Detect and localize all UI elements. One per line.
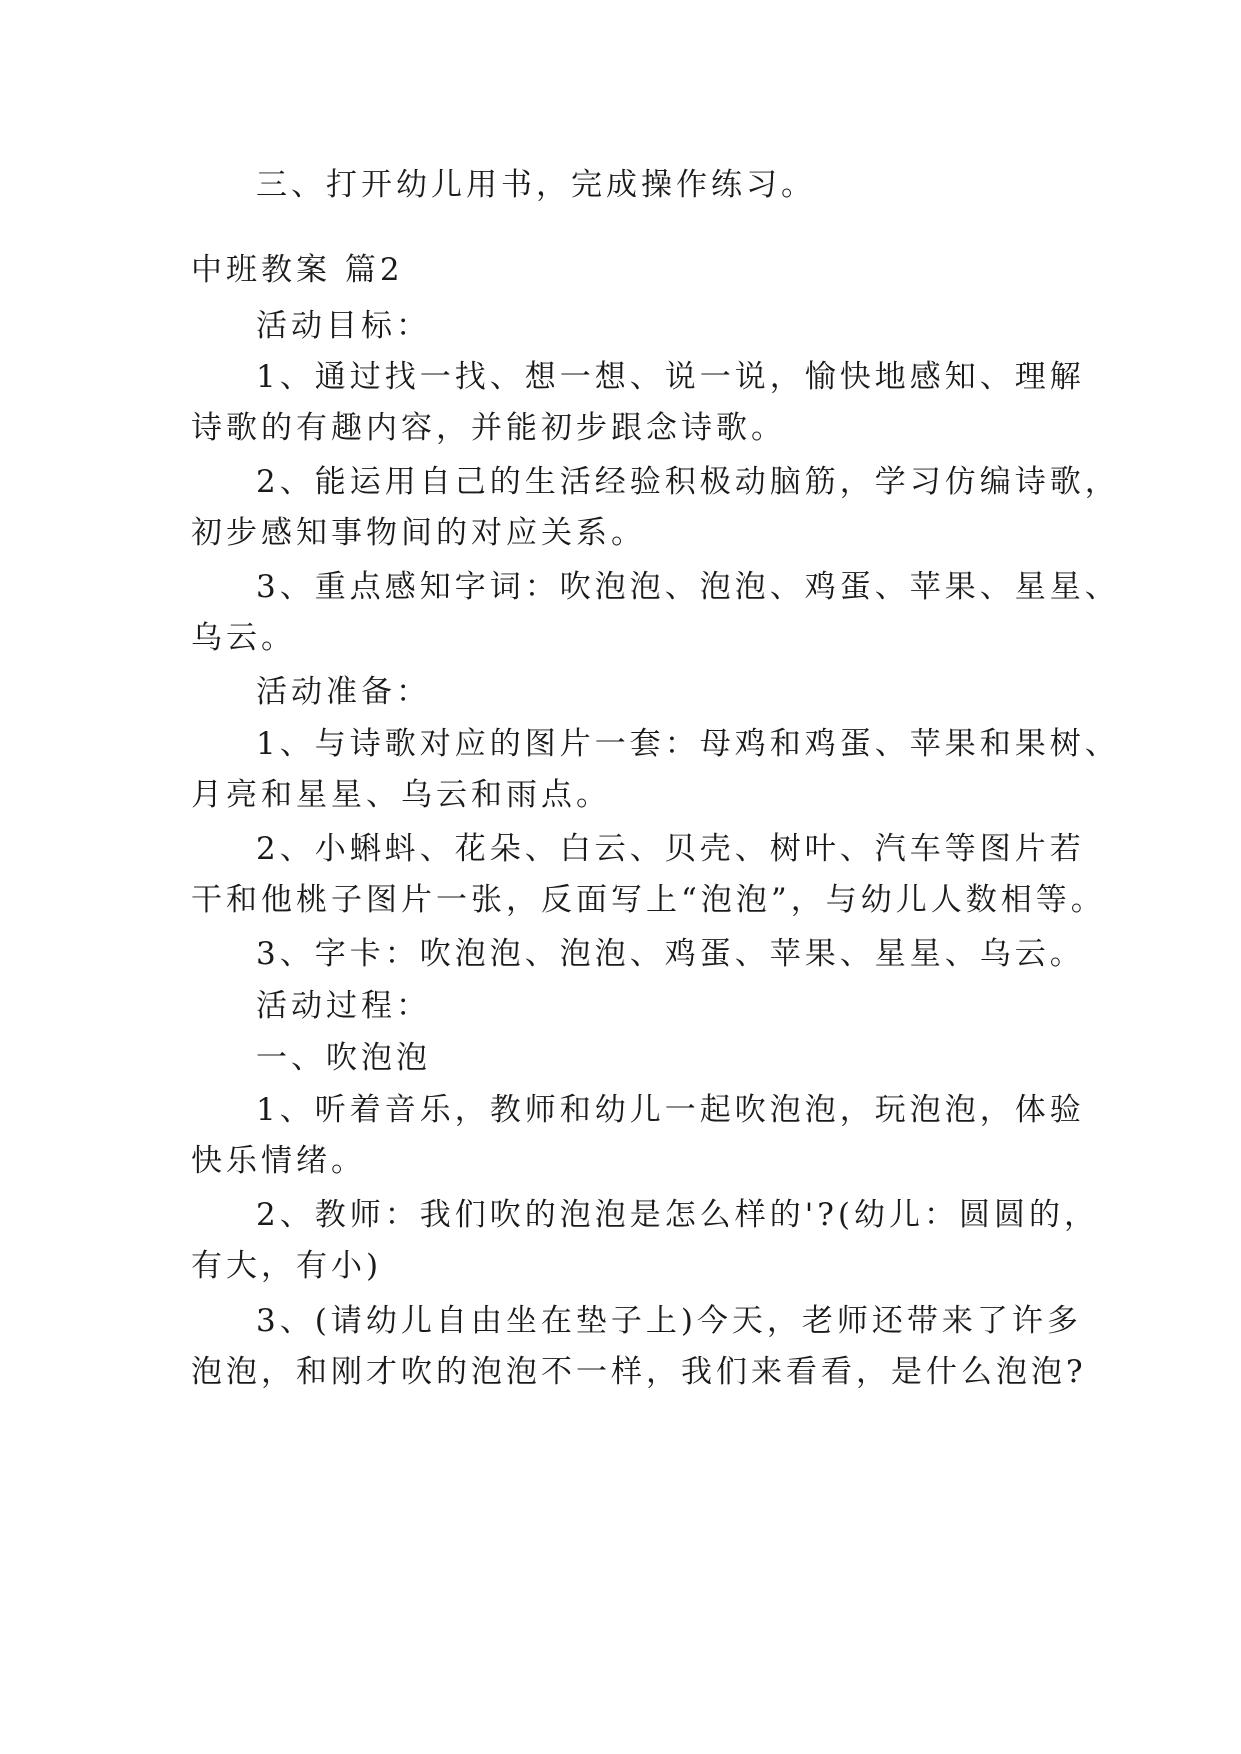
goal-3-line-2: 乌云。 bbox=[191, 620, 296, 656]
step-3-line-1: 3、(请幼儿自由坐在垫子上)今天，老师还带来了许多 bbox=[256, 1303, 1082, 1339]
prep-3-line: 3、字卡：吹泡泡、泡泡、鸡蛋、苹果、星星、乌云。 bbox=[256, 936, 1085, 972]
step-3-line-2: 泡泡，和刚才吹的泡泡不一样，我们来看看，是什么泡泡? bbox=[191, 1354, 1087, 1390]
step-2-line-1: 2、教师：我们吹的泡泡是怎么样的'?(幼儿：圆圆的， bbox=[256, 1197, 1099, 1233]
step-2-line-2: 有大，有小) bbox=[191, 1248, 383, 1284]
step-1-line-2: 快乐情绪。 bbox=[191, 1143, 366, 1179]
section-heading: 中班教案 篇2 bbox=[191, 252, 404, 288]
prep-2-line-2: 干和他桃子图片一张，反面写上“泡泡”，与幼儿人数相等。 bbox=[191, 882, 1106, 918]
preparation-heading: 活动准备： bbox=[256, 674, 431, 710]
goals-heading: 活动目标： bbox=[256, 308, 431, 344]
prep-1-line-1: 1、与诗歌对应的图片一套：母鸡和鸡蛋、苹果和果树、 bbox=[256, 726, 1120, 762]
process-heading: 活动过程： bbox=[256, 988, 431, 1024]
prep-2-line-1: 2、小蝌蚪、花朵、白云、贝壳、树叶、汽车等图片若 bbox=[256, 831, 1085, 867]
goal-3-line-1: 3、重点感知字词：吹泡泡、泡泡、鸡蛋、苹果、星星、 bbox=[256, 569, 1120, 605]
step-1-line-1: 1、听着音乐，教师和幼儿一起吹泡泡，玩泡泡，体验 bbox=[256, 1092, 1085, 1128]
prep-1-line-2: 月亮和星星、乌云和雨点。 bbox=[191, 777, 611, 813]
goal-2-line-2: 初步感知事物间的对应关系。 bbox=[191, 515, 646, 551]
goal-2-line-1: 2、能运用自己的生活经验积极动脑筋，学习仿编诗歌， bbox=[256, 464, 1120, 500]
step-one-heading: 一、吹泡泡 bbox=[256, 1040, 431, 1076]
goal-1-line-1: 1、通过找一找、想一想、说一说，愉快地感知、理解 bbox=[256, 359, 1085, 395]
step-three-line: 三、打开幼儿用书，完成操作练习。 bbox=[256, 167, 816, 203]
goal-1-line-2: 诗歌的有趣内容，并能初步跟念诗歌。 bbox=[191, 410, 786, 446]
